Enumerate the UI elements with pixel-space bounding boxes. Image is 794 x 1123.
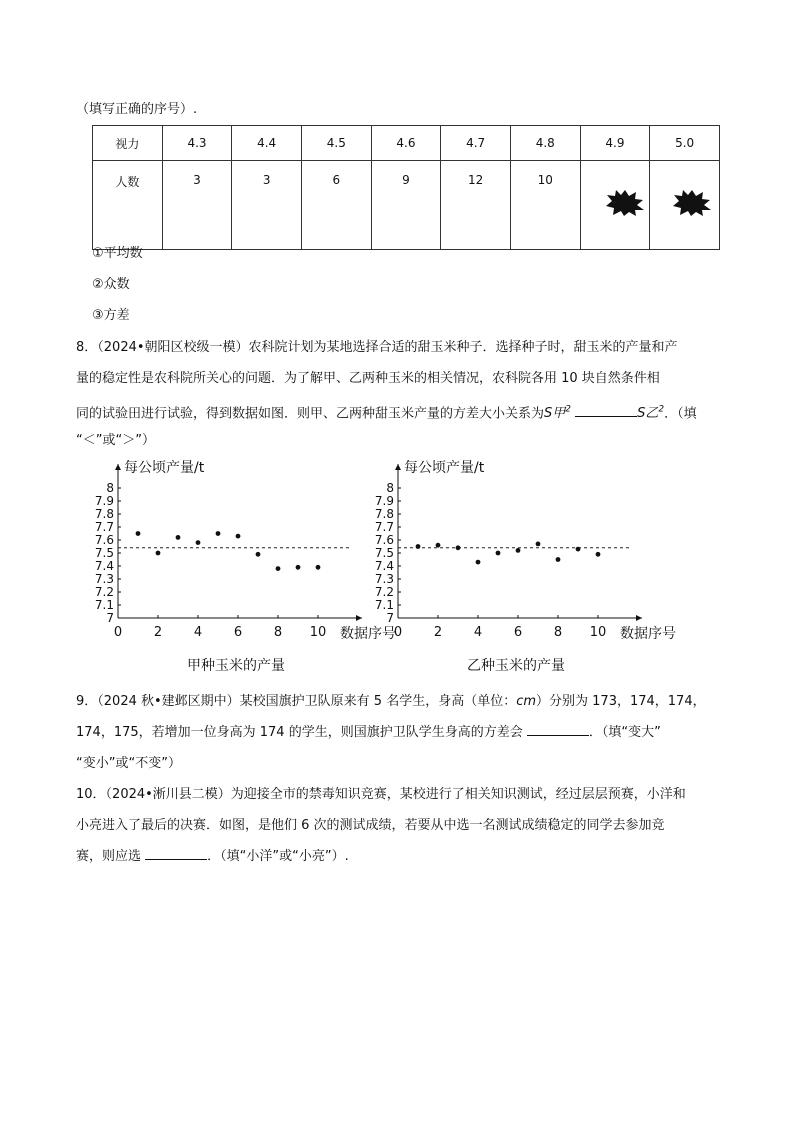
table-cell: 3 [162,161,232,250]
y-tick-label: 7.2 [374,585,394,599]
q8-line-4: “＜”或“＞”） [76,433,155,448]
data-point [216,531,221,536]
y-tick-label: 7.4 [94,559,114,573]
chart-jia [95,460,396,674]
table-cell: 4.4 [232,126,302,161]
table-cell: 9 [371,161,441,250]
x-axis-label: 数据序号 [620,626,676,642]
table-row [93,126,720,161]
y-tick-label: 7 [386,611,394,625]
chart-caption: 乙种玉米的产量 [467,658,565,674]
table-cell: 4.8 [510,126,580,161]
q8-line-2: 量的稳定性是农科院所关心的问题．为了解甲、乙两种玉米的相关情况，农科院各用 10 块自然条件相 [76,371,660,386]
table-cell: 4.5 [301,126,371,161]
x-tick-label: 6 [513,625,523,640]
table-cell: 4.3 [162,126,232,161]
x-tick-label: 0 [113,625,123,640]
variance-yi: S乙 [637,406,659,422]
y-tick-label: 7 [106,611,114,625]
table-cell: 4.6 [371,126,441,161]
y-tick-label: 7.8 [94,507,114,521]
variance-jia: S甲 [544,406,566,422]
y-axis-label: 每公顷产量/t [124,460,205,476]
data-point [196,540,201,545]
data-point [576,547,581,552]
y-tick-label: 7.4 [374,559,394,573]
ink-blot-icon [672,189,712,217]
table-cell: 6 [301,161,371,250]
y-tick-label: 7.9 [374,494,394,508]
y-tick-label: 7.7 [94,520,114,534]
data-point [136,531,141,536]
y-tick-label: 7.2 [94,585,114,599]
option-2: ②众数 [92,277,130,292]
data-point [156,551,161,556]
x-tick-label: 2 [153,625,163,640]
q9-text: ）分别为 173，174，174， [536,694,706,709]
data-point [416,544,421,549]
chart-caption: 甲种玉米的产量 [187,658,285,674]
y-tick-label: 7.6 [94,533,114,547]
q9-text: ．（填“变大” [588,725,661,740]
q9-text: 9．（2024 秋•建邺区期中）某校国旗护卫队原来有 5 名学生，身高（单位： [76,694,517,709]
y-tick-label: 7.8 [374,507,394,521]
q9-line-1 [76,692,726,712]
data-point [296,565,301,570]
y-tick-label: 7.3 [374,572,394,586]
table-cell: 10 [510,161,580,250]
data-point [176,535,181,540]
y-tick-label: 7.3 [94,572,114,586]
x-axis-arrow-icon [636,615,642,621]
answer-blank[interactable] [145,847,207,860]
table-cell: 人数 [93,161,163,250]
x-tick-label: 8 [553,625,563,640]
data-point [516,548,521,553]
table-cell: 5.0 [650,126,720,161]
y-axis-label: 每公顷产量/t [404,460,485,476]
table-cell: 12 [441,161,511,250]
option-1: ①平均数 [92,246,143,261]
x-tick-label: 6 [233,625,243,640]
answer-blank[interactable] [527,723,589,736]
y-tick-label: 7.9 [94,494,114,508]
charts-figure [80,460,720,678]
q8-text: ．（填 [664,406,697,422]
unit: cm [516,694,537,709]
table-cell: 4.9 [580,126,650,161]
option-3: ③方差 [92,308,130,323]
q8-line-3 [76,400,726,424]
ink-blot-cell [580,161,650,250]
chart-yi [375,460,676,674]
data-point [456,545,461,550]
table-cell: 4.7 [441,126,511,161]
x-axis-label: 数据序号 [340,626,396,642]
q10-text: 赛，则应选 [76,849,142,864]
y-tick-label: 7.5 [94,546,114,560]
y-tick-label: 7.5 [374,546,394,560]
y-tick-label: 8 [106,481,114,495]
x-tick-label: 2 [433,625,443,640]
ink-blot-icon [605,189,645,217]
data-point [536,542,541,547]
x-tick-label: 10 [589,625,607,640]
data-point [476,560,481,565]
q7-instruction: （填写正确的序号）. [76,102,198,117]
ink-blot-cell [650,161,720,250]
y-tick-label: 7.6 [374,533,394,547]
data-point [436,543,441,548]
q9-line-2 [76,723,726,743]
q8-text: 同的试验田进行试验，得到数据如图．则甲、乙两种甜玉米产量的方差大小关系为 [76,406,545,422]
x-axis-arrow-icon [356,615,362,621]
q10-line-1: 10．（2024•淅川县二模）为迎接全市的禁毒知识竞赛，某校进行了相关知识测试，经过层层预赛，小洋和 [76,787,686,802]
y-tick-label: 8 [386,481,394,495]
y-tick-label: 7.7 [374,520,394,534]
answer-blank[interactable] [575,404,637,417]
q8-line-1: 8．（2024•朝阳区校级一模）农科院计划为某地选择合适的甜玉米种子．选择种子时，甜玉米的产量和产 [76,340,678,355]
q9-text: 174，175，若增加一位身高为 174 的学生，则国旗护卫队学生身高的方差会 [76,725,523,740]
data-point [496,551,501,556]
data-point [236,534,241,539]
table-cell: 视力 [93,126,163,161]
y-tick-label: 7.1 [374,598,394,612]
superscript: 2 [658,405,665,415]
table-cell: 3 [232,161,302,250]
data-point [556,557,561,562]
x-tick-label: 8 [273,625,283,640]
q10-text: ．（填“小洋”或“小亮”）. [207,849,349,864]
data-point [596,552,601,557]
data-point [316,565,321,570]
y-axis-arrow-icon [395,464,401,470]
q10-line-2: 小亮进入了最后的决赛．如图，是他们 6 次的测试成绩，若要从中选一名测试成绩稳定的同学去参加竞 [76,818,665,833]
vision-table [92,125,720,250]
q10-line-3 [76,847,726,867]
x-tick-label: 4 [473,625,483,640]
data-point [256,552,261,557]
x-tick-label: 10 [309,625,327,640]
y-tick-label: 7.1 [94,598,114,612]
y-axis-arrow-icon [115,464,121,470]
superscript: 2 [565,405,572,415]
table-row [93,161,720,250]
x-tick-label: 0 [393,625,403,640]
data-point [276,566,281,571]
q9-line-3: “变小”或“不变”） [76,756,181,771]
x-tick-label: 4 [193,625,203,640]
